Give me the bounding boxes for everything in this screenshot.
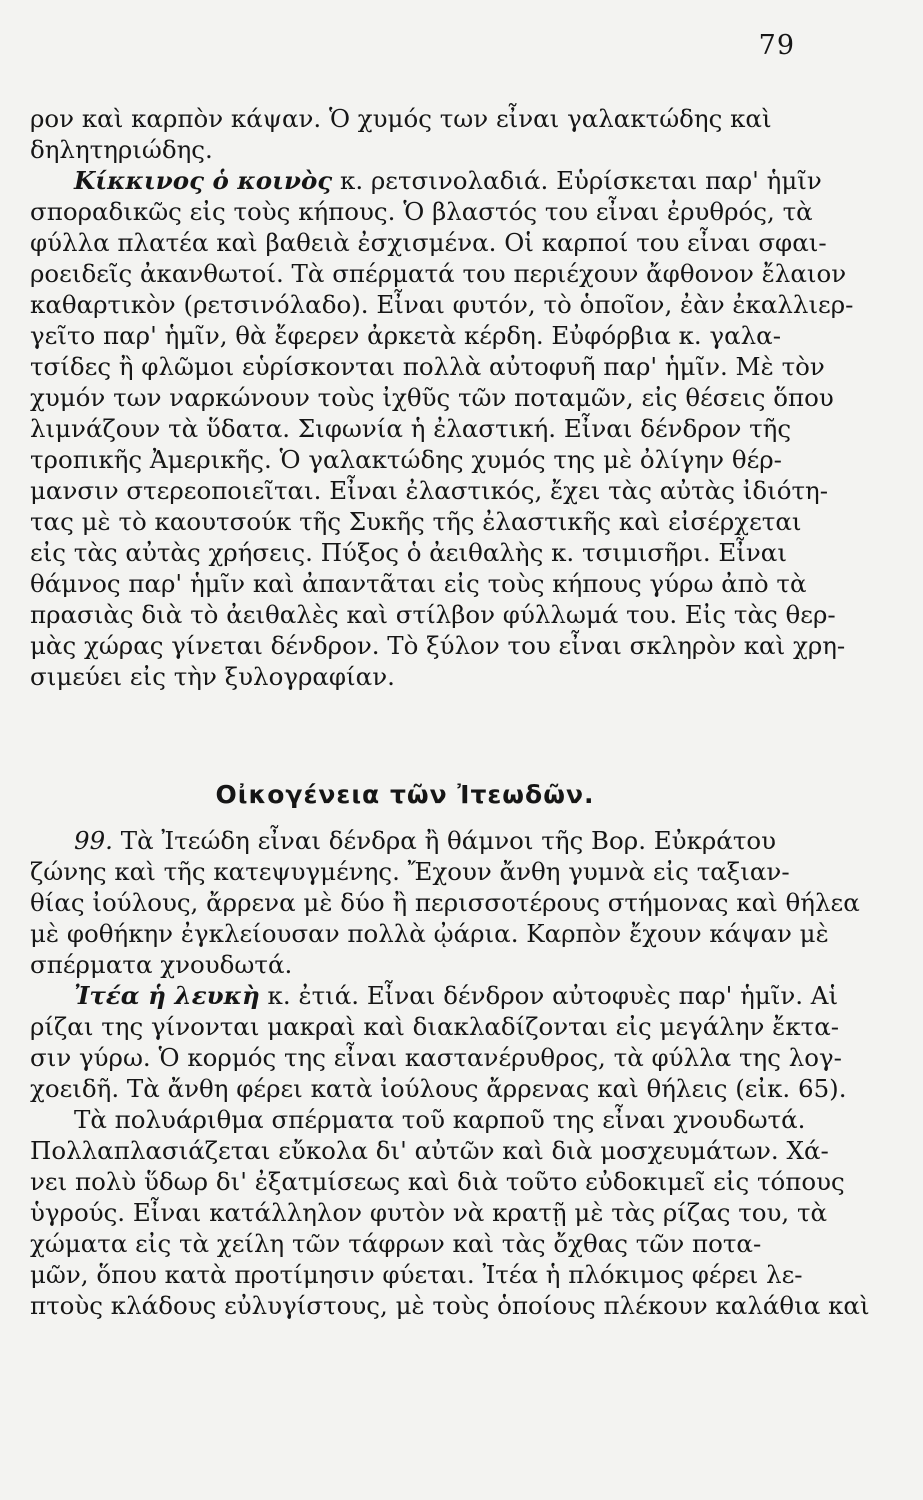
- text-line: Πολλαπλασιάζεται εὔκολα δι' αὐτῶν καὶ διὰ μοσχευμάτων. Χά-: [30, 1136, 829, 1165]
- page-number: 79: [758, 30, 795, 61]
- text-block-lower: [30, 825, 870, 1321]
- text-line: φύλλα πλατέα καὶ βαθειὰ ἐσχισμένα. Οἱ καρποί του εἶναι σφαι-: [30, 228, 827, 257]
- species-term: Ἰτέα ἡ λευκὴ: [74, 981, 260, 1010]
- text-line: ὑγρούς. Εἶναι κατάλληλον φυτὸν νὰ κρατῇ μὲ τὰς ρίζας του, τὰ: [30, 1198, 828, 1227]
- section-heading: Οἰκογένεια τῶν Ἰτεωδῶν.: [215, 780, 595, 809]
- paragraph-first-line: [30, 825, 800, 856]
- text-line: θίας ἰούλους, ἄρρενα μὲ δύο ἢ περισσοτέρους στήμονας καὶ θήλεα: [30, 888, 860, 917]
- text-line: χυμόν των ναρκώνουν τοὺς ἰχθῦς τῶν ποταμῶν, εἰς θέσεις ὅπου: [30, 383, 834, 412]
- text-line: σπέρματα χνουδωτά.: [30, 950, 293, 979]
- text-line: μανσιν στερεοποιεῖται. Εἶναι ἐλαστικός, ἔχει τὰς αὐτὰς ἰδιότη-: [30, 476, 828, 505]
- species-term: Κίκκινος ὁ κοινὸς: [74, 166, 333, 195]
- text-line-rest: κ. ἐτιά. Εἶναι δένδρον αὐτοφυὲς παρ' ἡμῖν. Αἱ: [259, 981, 839, 1010]
- text-line: δηλητηριώδης.: [30, 135, 213, 164]
- text-line: πρασιὰς διὰ τὸ ἀειθαλὲς καὶ στίλβον φύλλωμά του. Εἰς τὰς θερ-: [30, 600, 836, 629]
- text-line: χώματα εἰς τὰ χείλη τῶν τάφρων καὶ τὰς ὄχθας τῶν ποτα-: [30, 1229, 762, 1258]
- text-line-rest: κ. ρετσινολαδιά. Εὑρίσκεται παρ' ἡμῖν: [332, 166, 822, 195]
- text-line: γεῖτο παρ' ἡμῖν, θὰ ἔφερεν ἀρκετὰ κέρδη. Εὐφόρβια κ. γαλα-: [30, 321, 782, 350]
- text-line: νει πολὺ ὕδωρ δι' ἐξατμίσεως καὶ διὰ τοῦτο εὐδοκιμεῖ εἰς τόπους: [30, 1167, 845, 1196]
- text-line: ζώνης καὶ τῆς κατεψυγμένης. Ἔχουν ἄνθη γυμνὰ εἰς ταξιαν-: [30, 857, 790, 886]
- text-line: μὲ φοθήκην ἐγκλείουσαν πολλὰ ᾠάρια. Καρπὸν ἔχουν κάψαν μὲ: [30, 919, 829, 948]
- text-line: σιμεύει εἰς τὴν ξυλογραφίαν.: [30, 662, 395, 691]
- text-line: εἰς τὰς αὐτὰς χρήσεις. Πύξος ὁ ἀειθαλὴς κ. τσιμισῆρι. Εἶναι: [30, 538, 787, 567]
- text-line: καθαρτικὸν (ρετσινόλαδο). Εἶναι φυτόν, τὸ ὁποῖον, ἐὰν ἐκαλλιερ-: [30, 290, 854, 319]
- text-line: θάμνος παρ' ἡμῖν καὶ ἀπαντᾶται εἰς τοὺς κήπους γύρω ἀπὸ τὰ: [30, 569, 807, 598]
- text-line: σιν γύρω. Ὁ κορμός της εἶναι καστανέρυθρος, τὰ φύλλα της λογ-: [30, 1043, 842, 1072]
- text-line: ροειδεῖς ἀκανθωτοί. Τὰ σπέρματά του περιέχουν ἄφθονον ἔλαιον: [30, 259, 847, 288]
- section-number: 99.: [74, 826, 113, 855]
- text-line: μῶν, ὅπου κατὰ προτίμησιν φύεται. Ἰτέα ἡ πλόκιμος φέρει λε-: [30, 1260, 803, 1289]
- text-line: πτοὺς κλάδους εὐλυγίστους, μὲ τοὺς ὁποίους πλέκουν καλάθια καὶ: [30, 1291, 870, 1320]
- paragraph-first-line: [30, 980, 839, 1011]
- text-block-upper: [30, 103, 854, 692]
- text-line: τροπικῆς Ἀμερικῆς. Ὁ γαλακτώδης χυμός της μὲ ὀλίγην θέρ-: [30, 445, 782, 474]
- text-line: Τὰ πολυάριθμα σπέρματα τοῦ καρποῦ της εἶναι χνουδωτά.: [74, 1105, 806, 1134]
- text-line: σποραδικῶς εἰς τοὺς κήπους. Ὁ βλαστός του εἶναι ἐρυθρός, τὰ: [30, 197, 813, 226]
- text-line: χοειδῆ. Τὰ ἄνθη φέρει κατὰ ἰούλους ἄρρενας καὶ θήλεις (εἰκ. 65).: [30, 1074, 847, 1103]
- text-line-rest: Τὰ Ἰτεώδη εἶναι δένδρα ἢ θάμνοι τῆς Βορ. Εὐκράτου: [112, 826, 777, 855]
- paragraph-first-line: [30, 165, 822, 196]
- text-line: ρον καὶ καρπὸν κάψαν. Ὁ χυμός των εἶναι γαλακτώδης καὶ: [30, 104, 772, 133]
- text-line: ρίζαι της γίνονται μακραὶ καὶ διακλαδίζονται εἰς μεγάλην ἔκτα-: [30, 1012, 840, 1041]
- text-line: λιμνάζουν τὰ ὕδατα. Σιφωνία ἡ ἐλαστική. Εἶναι δένδρον τῆς: [30, 414, 792, 443]
- text-line: μὰς χώρας γίνεται δένδρον. Τὸ ξύλον του εἶναι σκληρὸν καὶ χρη-: [30, 631, 846, 660]
- text-line: τσίδες ἢ φλῶμοι εὑρίσκονται πολλὰ αὐτοφυῆ παρ' ἡμῖν. Μὲ τὸν: [30, 352, 825, 381]
- text-line: τας μὲ τὸ καουτσούκ τῆς Συκῆς τῆς ἐλαστικῆς καὶ εἰσέρχεται: [30, 507, 802, 536]
